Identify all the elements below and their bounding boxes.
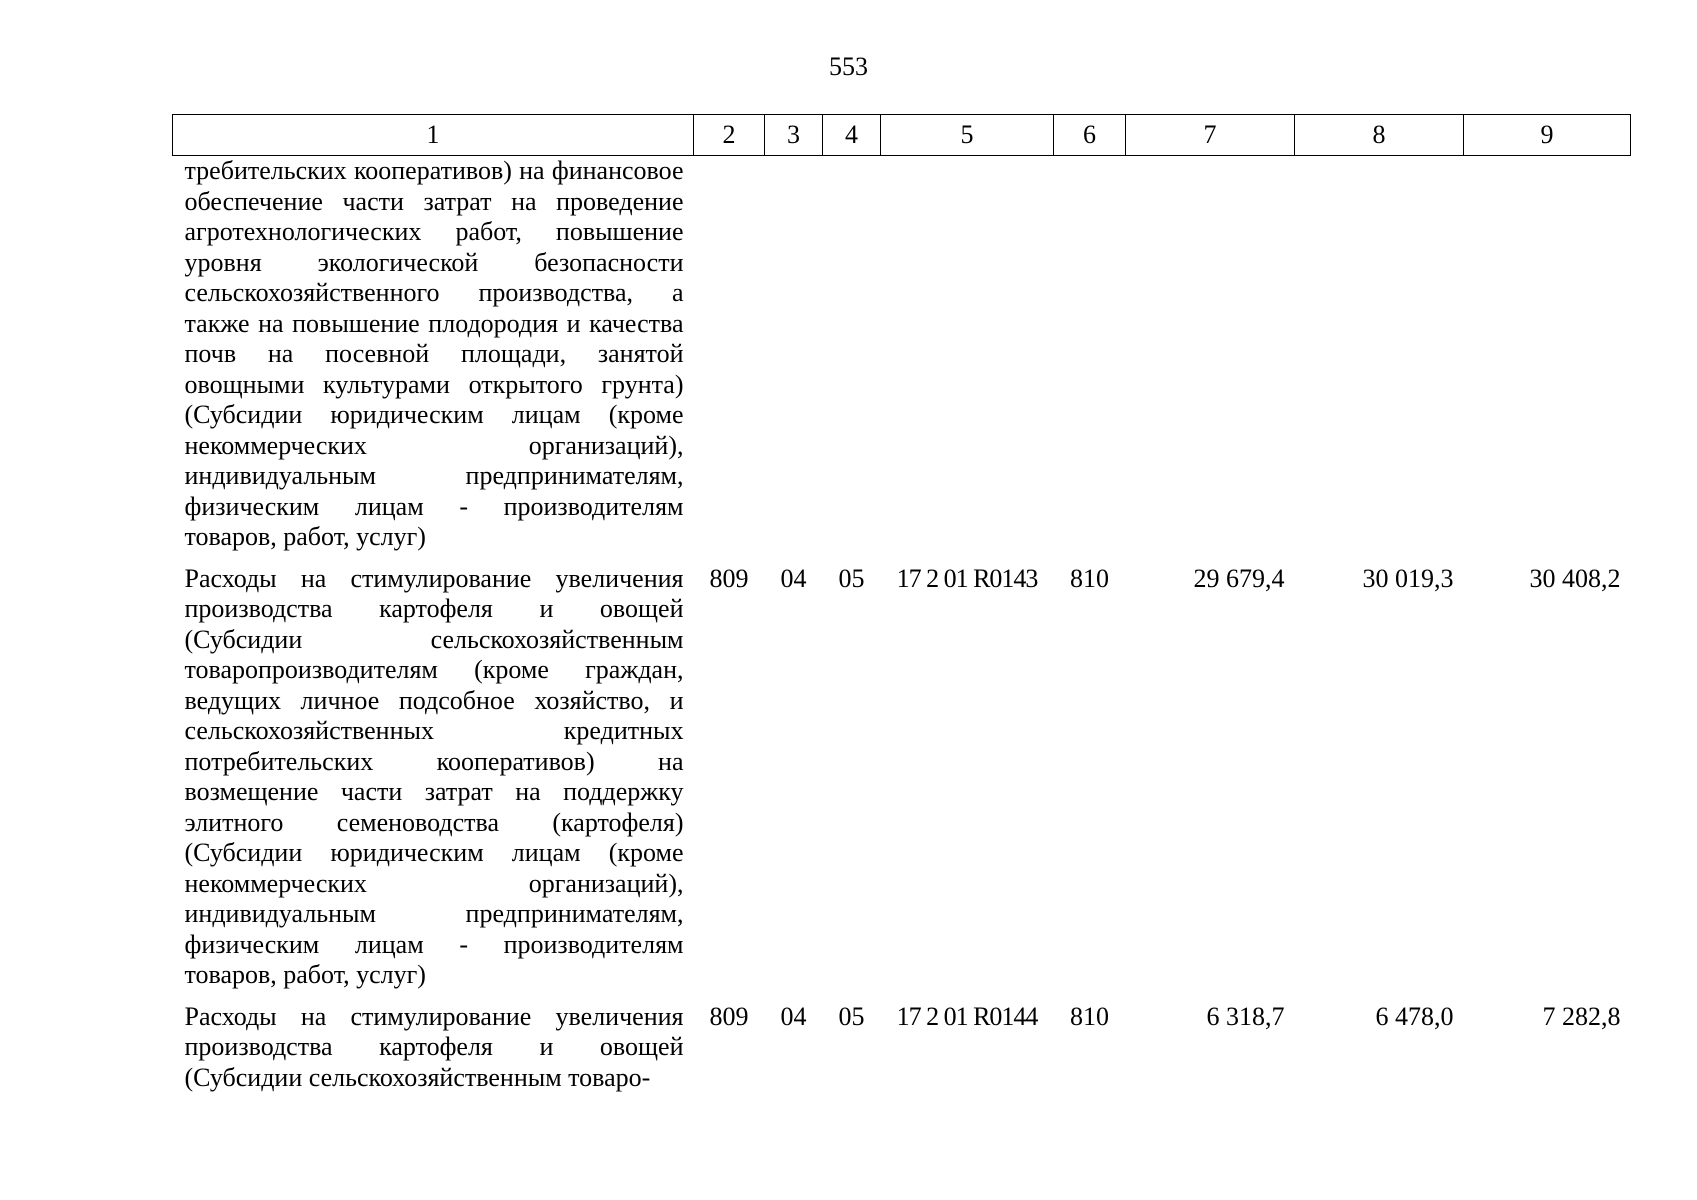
- section-code: [765, 156, 823, 564]
- table-header-row: [173, 115, 1631, 156]
- expense-type-code: [1054, 156, 1126, 564]
- amount-col-9: [1464, 156, 1631, 564]
- table-row: [173, 1002, 1631, 1105]
- target-article-code: 17 2 01 R0144: [896, 1001, 1038, 1031]
- column-header: 3: [765, 115, 823, 156]
- column-header: 4: [823, 115, 881, 156]
- column-header: 6: [1054, 115, 1126, 156]
- column-header: 9: [1464, 115, 1631, 156]
- amount-col-8: 30 019,3: [1362, 563, 1454, 593]
- ministry-code: 809: [709, 563, 749, 593]
- expense-type-code: 810: [1070, 563, 1109, 593]
- amount-col-9: 7 282,8: [1542, 1001, 1621, 1031]
- subsection-code: 05: [838, 563, 865, 593]
- target-article-code: 17 2 01 R0143: [896, 563, 1038, 593]
- amount-col-8: [1295, 156, 1464, 564]
- amount-col-7: 29 679,4: [1193, 563, 1285, 593]
- amount-col-7: [1126, 156, 1295, 564]
- column-header: 8: [1295, 115, 1464, 156]
- subsection-code: [823, 156, 881, 564]
- budget-table: [172, 114, 1631, 1104]
- ministry-code: 809: [709, 1001, 749, 1031]
- row-description: требительских кооперативов) на финансовое обеспечение части затрат на проведение агротехнологических работ, повышение уровня экологической безопасности сельскохозяйственного производства, а также на повышение плодородия и качества почв на посевной площади, занятой овощными культурами открытого грунта) (Субсидии юридическим лицам (кроме некоммерческих организаций), индивидуальным предпринимателям, физическим лицам - производителям товаров, работ, услуг): [184, 156, 684, 551]
- table-row: [173, 156, 1631, 564]
- row-description: Расходы на стимулирование увеличения производства картофеля и овощей (Субсидии сельскохозяйственным товаропроизводителям (кроме граждан, ведущих личное подсобное хозяйство, и сельскохозяйственных кредитных потребительских кооперативов) на возмещение части затрат на поддержку элитного семеноводства (картофеля) (Субсидии юридическим лицам (кроме некоммерческих организаций), индивидуальным предпринимателям, физическим лицам - производителям товаров, работ, услуг): [184, 563, 684, 989]
- page-number: 553: [829, 52, 868, 81]
- amount-col-9: 30 408,2: [1529, 563, 1621, 593]
- table-row: [173, 564, 1631, 1002]
- expense-type-code: 810: [1070, 1001, 1109, 1031]
- subsection-code: 05: [838, 1001, 865, 1031]
- column-header: 1: [173, 115, 694, 156]
- amount-col-7: 6 318,7: [1206, 1001, 1285, 1031]
- ministry-code: [694, 156, 765, 564]
- column-header: 7: [1126, 115, 1295, 156]
- row-description: Расходы на стимулирование увеличения производства картофеля и овощей (Субсидии сельскохозяйственным товаро-: [184, 1001, 684, 1092]
- column-header: 2: [694, 115, 765, 156]
- column-header: 5: [881, 115, 1054, 156]
- section-code: 04: [780, 1001, 807, 1031]
- amount-col-8: 6 478,0: [1375, 1001, 1454, 1031]
- target-article-code: [881, 156, 1054, 564]
- section-code: 04: [780, 563, 807, 593]
